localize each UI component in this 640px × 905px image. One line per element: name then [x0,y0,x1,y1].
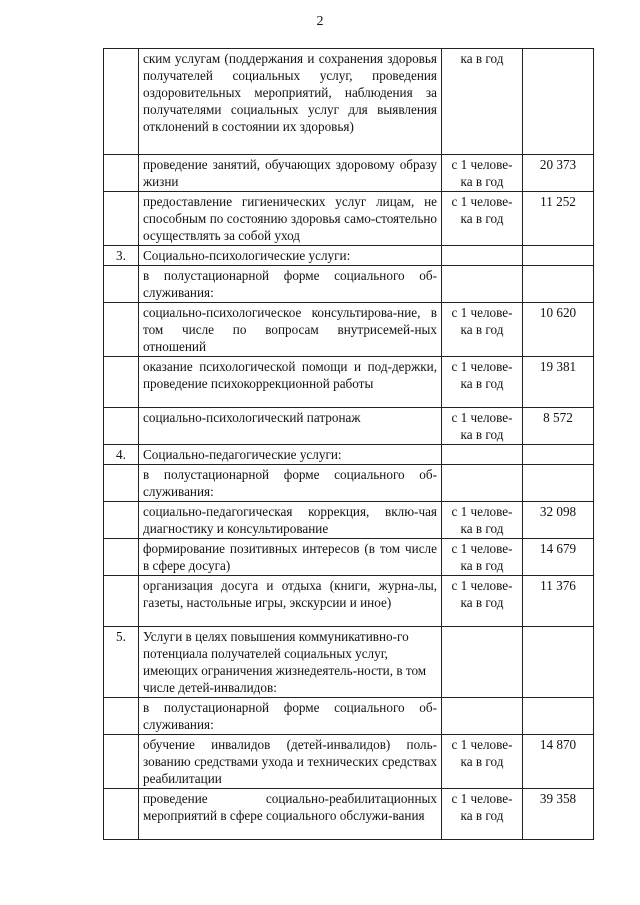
unit-cell: с 1 челове-ка в год [442,539,523,576]
table-row [104,627,594,698]
row-number-cell [104,789,139,840]
service-name-cell: в полустационарной форме социального об-служивания: [139,465,442,502]
table-row [104,445,594,465]
value-cell: 20 373 [523,155,594,192]
row-number-cell: 5. [104,627,139,698]
service-name-cell: социально-педагогическая коррекция, вклю-чая диагностику и консультирование [139,502,442,539]
row-number-cell [104,266,139,303]
unit-cell [442,266,523,303]
unit-cell: с 1 челове-ка в год [442,192,523,246]
service-name-cell: Социально-педагогические услуги: [139,445,442,465]
value-cell [523,49,594,155]
services-table [103,48,594,840]
row-number-cell [104,49,139,155]
unit-cell [442,698,523,735]
value-cell: 11 376 [523,576,594,627]
row-number-cell [104,502,139,539]
service-name-cell: оказание психологической помощи и под-держки, проведение психокоррекционной работы [139,357,442,408]
row-number-cell [104,735,139,789]
service-name-cell: Социально-психологические услуги: [139,246,442,266]
table-row [104,465,594,502]
row-number-cell [104,576,139,627]
row-number-cell [104,408,139,445]
service-name-cell: организация досуга и отдыха (книги, журна-лы, газеты, настольные игры, экскурсии и иное) [139,576,442,627]
value-cell: 8 572 [523,408,594,445]
table-row [104,735,594,789]
service-name-cell: социально-психологический патронаж [139,408,442,445]
value-cell: 11 252 [523,192,594,246]
table-row [104,49,594,155]
unit-cell: с 1 челове-ка в год [442,357,523,408]
row-number-cell [104,303,139,357]
value-cell: 14 870 [523,735,594,789]
value-cell [523,445,594,465]
page-number: 2 [316,14,324,29]
unit-cell [442,627,523,698]
row-number-cell [104,192,139,246]
value-cell: 32 098 [523,502,594,539]
table-row [104,539,594,576]
table-row [104,502,594,539]
value-cell [523,246,594,266]
service-name-cell: в полустационарной форме социального об-служивания: [139,266,442,303]
unit-cell: с 1 челове-ка в год [442,789,523,840]
row-number-cell [104,539,139,576]
service-name-cell: в полустационарной форме социального об-служивания: [139,698,442,735]
unit-cell: с 1 челове-ка в год [442,502,523,539]
row-number-cell [104,357,139,408]
value-cell [523,266,594,303]
unit-cell: с 1 челове-ка в год [442,576,523,627]
service-name-cell: проведение социально-реабилитационных мероприятий в сфере социального обслужи-вания [139,789,442,840]
service-name-cell: предоставление гигиенических услуг лицам, не способным по состоянию здоровья само-стоятельно осуществлять за собой уход [139,192,442,246]
value-cell [523,465,594,502]
unit-cell: с 1 челове-ка в год [442,155,523,192]
unit-cell: с 1 челове-ка в год [442,735,523,789]
value-cell [523,627,594,698]
table-row [104,698,594,735]
row-number-cell [104,155,139,192]
service-name-cell: Услуги в целях повышения коммуникативно-го потенциала получателей социальных услуг, имеющих ограничения жизнедеятель-ности, в том числе детей-инвалидов: [139,627,442,698]
service-name-cell: ским услугам (поддержания и сохранения здоровья получателей социальных услуг, проведения оздоровительных мероприятий, наблюдения за получателями социальных услуг для выявления отклонений в состоянии их здоровья) [139,49,442,155]
unit-cell [442,246,523,266]
unit-cell: с 1 челове-ка в год [442,303,523,357]
services-table-body [104,49,594,840]
unit-cell: с 1 челове-ка в год [442,408,523,445]
unit-cell: ка в год [442,49,523,155]
table-row [104,789,594,840]
service-name-cell: формирование позитивных интересов (в том числе в сфере досуга) [139,539,442,576]
table-row [104,192,594,246]
service-name-cell: социально-психологическое консультирова-ние, в том числе по вопросам внутрисемей-ных отношений [139,303,442,357]
row-number-cell: 3. [104,246,139,266]
value-cell: 39 358 [523,789,594,840]
table-row [104,266,594,303]
row-number-cell [104,465,139,502]
table-row [104,357,594,408]
table-row [104,408,594,445]
value-cell: 19 381 [523,357,594,408]
value-cell: 10 620 [523,303,594,357]
unit-cell [442,465,523,502]
unit-cell [442,445,523,465]
service-name-cell: проведение занятий, обучающих здоровому образу жизни [139,155,442,192]
row-number-cell: 4. [104,445,139,465]
service-name-cell: обучение инвалидов (детей-инвалидов) поль-зованию средствами ухода и технических средствах реабилитации [139,735,442,789]
value-cell: 14 679 [523,539,594,576]
table-row [104,155,594,192]
table-row [104,246,594,266]
table-row [104,576,594,627]
value-cell [523,698,594,735]
table-row [104,303,594,357]
row-number-cell [104,698,139,735]
